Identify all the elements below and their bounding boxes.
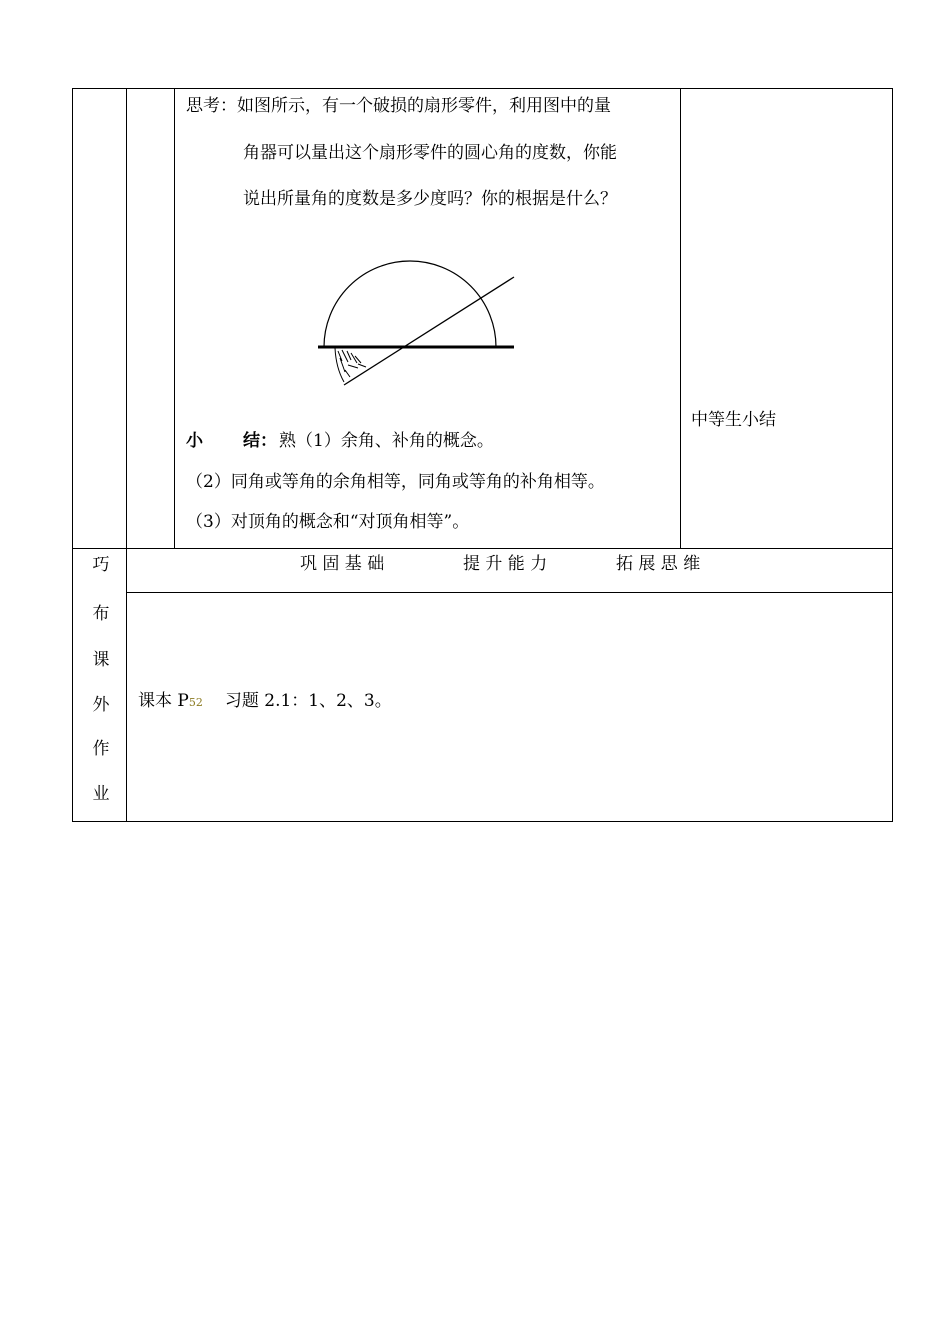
header-item-basics: 巩 固 基 础	[300, 554, 385, 574]
summary-line-3: （3）对顶角的概念和“对顶角相等”。	[186, 512, 470, 532]
homework-text-subscript: 52	[188, 696, 203, 709]
homework-text-prefix: 课本 P	[138, 691, 189, 711]
think-line-2: 角器可以量出这个扇形零件的圆心角的度数，你能	[243, 143, 617, 163]
row-divider-1	[72, 548, 893, 549]
header-item-thinking: 拓 展 思 维	[616, 554, 701, 574]
table-bottom-border	[72, 821, 893, 822]
side-char-6: 业	[92, 784, 110, 804]
table-top-border	[72, 88, 893, 89]
diagonal-line	[344, 277, 514, 385]
summary-line-2: （2）同角或等角的余角相等，同角或等角的补角相等。	[186, 472, 605, 492]
side-char-3: 课	[92, 650, 110, 670]
col-divider-2	[174, 88, 175, 549]
side-char-1: 巧	[92, 555, 110, 575]
summary-label-jie: 结：	[243, 431, 277, 451]
think-line-1: 思考：如图所示，有一个破损的扇形零件，利用图中的量	[186, 96, 611, 116]
protractor-arc	[324, 261, 496, 347]
table-right-border	[892, 88, 893, 822]
summary-line-1: 熟（1）余角、补角的概念。	[279, 431, 494, 451]
table-left-border	[72, 88, 73, 822]
col-divider-3	[680, 88, 681, 549]
summary-label-small: 小	[186, 431, 203, 451]
homework-text-suffix: 习题 2.1：1、2、3。	[224, 691, 392, 711]
header-item-ability: 提 升 能 力	[463, 554, 548, 574]
protractor-diagram	[300, 240, 530, 390]
right-note: 中等生小结	[691, 410, 776, 430]
row-divider-2	[126, 592, 893, 593]
side-char-4: 外	[92, 695, 110, 715]
side-char-5: 作	[92, 739, 110, 759]
think-line-3: 说出所量角的度数是多少度吗？你的根据是什么？	[243, 189, 617, 209]
col-divider-1	[126, 88, 127, 822]
side-char-2: 布	[92, 604, 110, 624]
homework-text	[138, 691, 392, 713]
